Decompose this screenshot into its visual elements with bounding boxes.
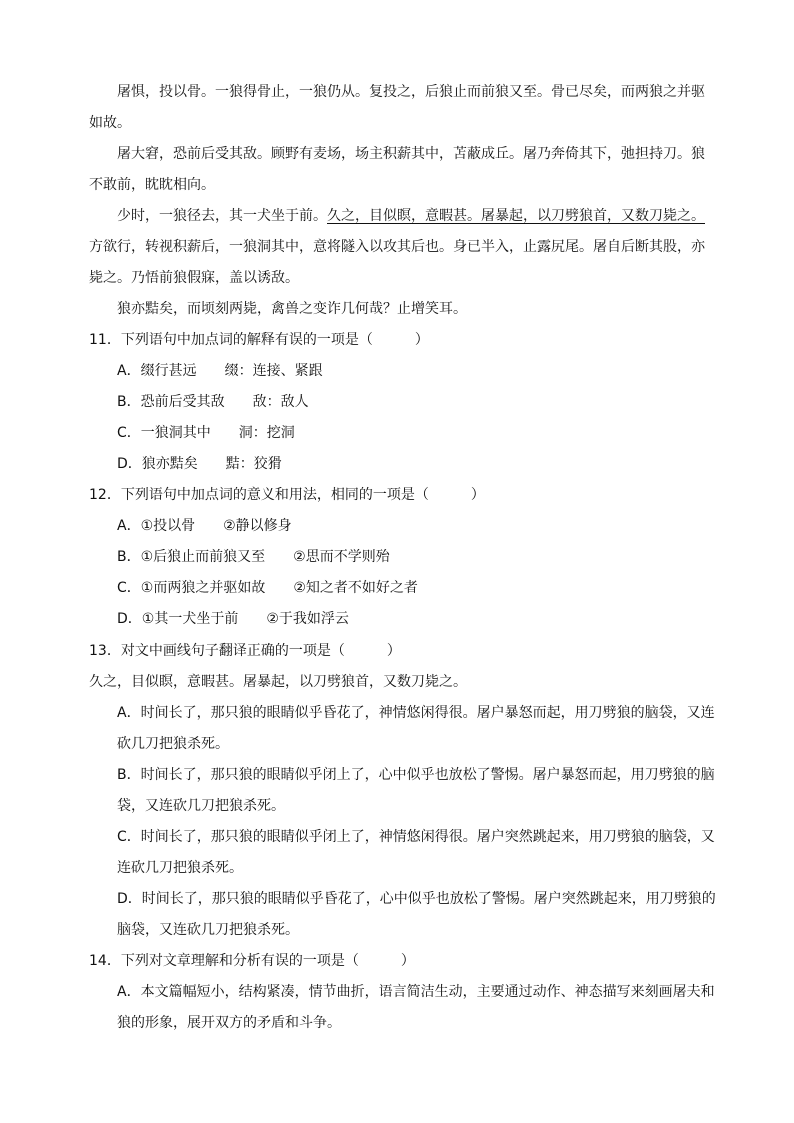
question-12-option-b: B．①后狼止而前狼又至 ②思而不学则殆 [117, 549, 390, 565]
question-13-option-a-line2: 砍几刀把狼杀死。 [117, 736, 229, 752]
question-11-option-d: D．狼亦黠矣 黠：狡猾 [117, 456, 282, 472]
question-13-quote: 久之，目似瞑，意暇甚。屠暴起，以刀劈狼首，又数刀毙之。 [89, 674, 467, 690]
question-14-stem: 14．下列对文章理解和分析有误的一项是（ ） [89, 953, 415, 969]
passage-p3-line1 [117, 206, 705, 226]
passage-p1-line2: 如故。 [89, 115, 131, 131]
question-13-option-d-line2: 脑袋，又连砍几刀把狼杀死。 [117, 922, 299, 938]
question-14-option-a-line2: 狼的形象，展开双方的矛盾和斗争。 [117, 1015, 341, 1031]
question-13-option-c-line1: C．时间长了，那只狼的眼睛似乎闭上了，神情悠闲得很。屠户突然跳起来，用刀劈狼的脑袋，又 [117, 829, 715, 845]
passage-p2-line1: 屠大窘，恐前后受其敌。顾野有麦场，场主积薪其中，苫蔽成丘。屠乃奔倚其下，弛担持刀。狼 [117, 146, 705, 162]
question-11-option-a: A．缀行甚远 缀：连接、紧跟 [117, 363, 323, 379]
question-11-option-c: C．一狼洞其中 洞：挖洞 [117, 425, 295, 441]
underlined-sentence: 久之，目似瞑，意暇甚。屠暴起，以刀劈狼首，又数刀毙之。 [327, 208, 705, 224]
passage-p3-line2: 方欲行，转视积薪后，一狼洞其中，意将隧入以攻其后也。身已半入，止露尻尾。屠自后断其股，亦 [89, 239, 705, 255]
question-14-option-a-line1: A．本文篇幅短小，结构紧凑，情节曲折，语言简洁生动，主要通过动作、神态描写来刻画屠夫和 [117, 984, 715, 1000]
question-11-stem: 11．下列语句中加点词的解释有误的一项是（ ） [89, 332, 429, 348]
question-13-option-b-line1: B．时间长了，那只狼的眼睛似乎闭上了，心中似乎也放松了警惕。屠户暴怒而起，用刀劈狼的脑 [117, 767, 715, 783]
question-12-option-a: A．①投以骨 ②静以修身 [117, 518, 292, 534]
question-12-stem: 12．下列语句中加点词的意义和用法，相同的一项是（ ） [89, 487, 485, 503]
passage-p2-line2: 不敢前，眈眈相向。 [89, 177, 215, 193]
question-13-option-b-line2: 袋，又连砍几刀把狼杀死。 [117, 798, 285, 814]
passage-p4-line1: 狼亦黠矣，而顷刻两毙，禽兽之变诈几何哉？止增笑耳。 [117, 301, 467, 317]
question-12-option-d: D．①其一犬坐于前 ②于我如浮云 [117, 611, 349, 627]
question-13-option-a-line1: A．时间长了，那只狼的眼睛似乎昏花了，神情悠闲得很。屠户暴怒而起，用刀劈狼的脑袋，又连 [117, 705, 715, 721]
passage-p3-line3: 毙之。乃悟前狼假寐，盖以诱敌。 [89, 270, 299, 286]
passage-p1-line1: 屠惧，投以骨。一狼得骨止，一狼仍从。复投之，后狼止而前狼又至。骨已尽矣，而两狼之并驱 [117, 84, 705, 100]
passage-p3-line1-plain: 少时，一狼径去，其一犬坐于前。 [117, 208, 327, 224]
question-11-option-b: B．恐前后受其敌 敌：敌人 [117, 394, 309, 410]
question-13-option-c-line2: 连砍几刀把狼杀死。 [117, 860, 243, 876]
question-13-option-d-line1: D．时间长了，那只狼的眼睛似乎昏花了，心中似乎也放松了警惕。屠户突然跳起来，用刀劈狼的 [117, 891, 716, 907]
question-13-stem: 13．对文中画线句子翻译正确的一项是（ ） [89, 643, 401, 659]
question-12-option-c: C．①而两狼之并驱如故 ②知之者不如好之者 [117, 580, 418, 596]
